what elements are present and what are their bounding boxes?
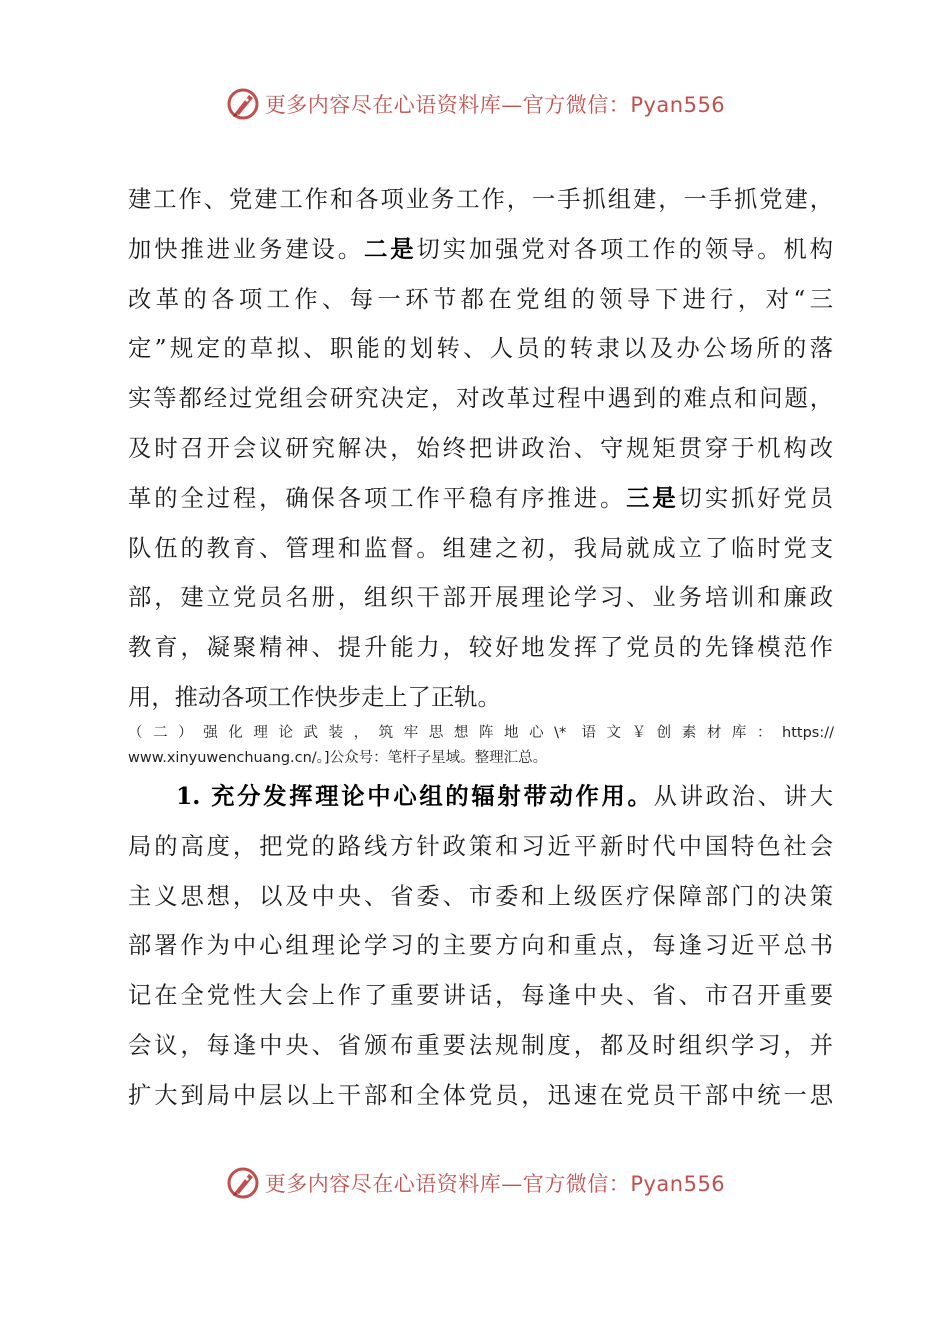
wechat-id: Pyan556 (630, 1172, 726, 1196)
text-line: 局的高度，把党的路线方针政策和习近平新时代中国特色社会 (128, 832, 833, 860)
banner-text: 更多内容尽在心语资料库—官方微信：Pyan556 (264, 1172, 726, 1196)
bold-marker: 三是 (626, 484, 679, 512)
pen-nib-logo-icon (225, 86, 261, 122)
text-line: 及时召开会议研究解决，始终把讲政治、守规矩贯穿于机构改 (128, 434, 833, 462)
section-heading-small (128, 721, 834, 771)
text-line: 1. 充分发挥理论中心组的辐射带动作用。从讲政治、讲大 (176, 783, 833, 810)
text-line: 实等都经过党组会研究决定，对改革过程中遇到的难点和问题， (128, 385, 833, 413)
text-line: 部署作为中心组理论学习的主要方向和重点，每逢习近平总书 (128, 932, 833, 960)
paragraph-2 (128, 772, 833, 1121)
footer-banner (0, 1161, 950, 1205)
text-line: 队伍的教育、管理和监督。组建之初，我局就成立了临时党支 (128, 534, 833, 562)
heading-line: www.xinyuwenchuang.cn/。]公众号：笔杆子星域。整理汇总。 (128, 750, 548, 766)
heading-line: （二）强化理论武装，筑牢思想阵地心\* 语文￥创素材库：https:// (128, 725, 834, 741)
bold-marker: 二是 (363, 235, 417, 263)
header-banner (0, 82, 950, 126)
text-line: 记在全党性大会上作了重要讲话，每逢中央、省、市召开重要 (128, 982, 833, 1010)
text-line: 改革的各项工作、每一环节都在党组的领导下进行，对“三 (128, 285, 833, 313)
text-line: 建工作、党建工作和各项业务工作，一手抓组建，一手抓党建， (128, 186, 833, 213)
banner-text: 更多内容尽在心语资料库—官方微信：Pyan556 (264, 93, 726, 117)
paragraph-lead-bold: 1. 充分发挥理论中心组的辐射带动作用。 (176, 783, 654, 810)
wechat-id: Pyan556 (630, 93, 726, 117)
text-line: 会议，每逢中央、省颁布重要法规制度，都及时组织学习，并 (128, 1031, 833, 1059)
text-line: 主义思想，以及中央、省委、市委和上级医疗保障部门的决策 (128, 882, 833, 910)
text-line: 用，推动各项工作快步走上了正轨。 (128, 683, 501, 711)
text-line: 教育，凝聚精神、提升能力，较好地发挥了党员的先锋模范作 (128, 634, 833, 662)
text-line: 扩大到局中层以上干部和全体党员，迅速在党员干部中统一思 (128, 1081, 833, 1109)
text-line: 加快推进业务建设。二是切实加强党对各项工作的领导。机构 (128, 235, 834, 263)
text-line: 定”规定的草拟、职能的划转、人员的转隶以及办公场所的落 (128, 335, 833, 363)
pen-nib-logo-icon (225, 1165, 261, 1201)
paragraph-1 (128, 175, 833, 723)
text-line: 部，建立党员名册，组织干部开展理论学习、业务培训和廉政 (128, 584, 833, 612)
text-line: 革的全过程，确保各项工作平稳有序推进。三是切实抓好党员 (128, 484, 834, 512)
